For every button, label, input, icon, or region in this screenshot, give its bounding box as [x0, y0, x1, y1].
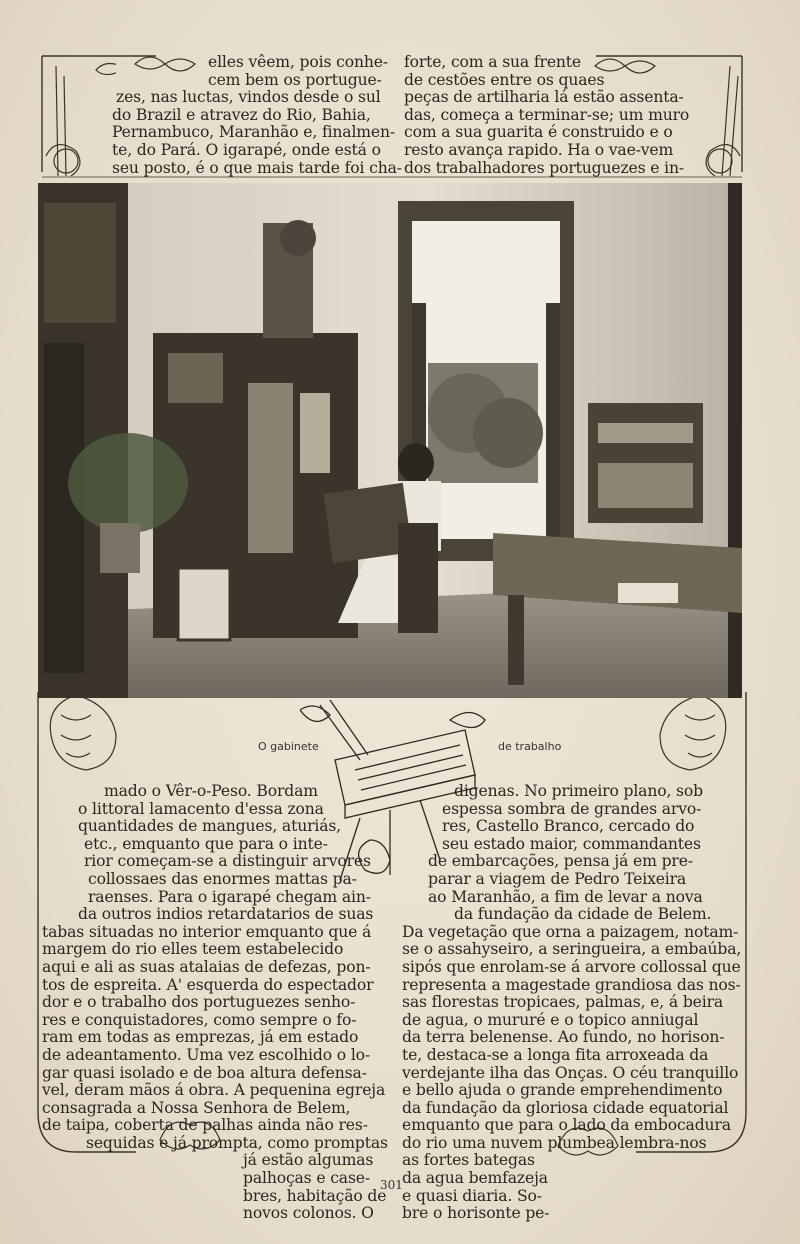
text-line: te, do Pará. O igarapé, onde está o — [112, 140, 381, 159]
text-line: da agua bemfazeja — [402, 1169, 548, 1188]
text-line: resto avança rapido. Ha o vae-vem — [404, 140, 674, 159]
text-line: do rio uma nuvem plumbea lembra-nos — [402, 1133, 707, 1152]
text-line: de adeantamento. Uma vez escolhido o lo- — [42, 1045, 371, 1064]
text-line: se o assahyseiro, a seringueira, a embaúba, — [402, 940, 742, 959]
text-line: margem do rio elles teem estabelecido — [42, 940, 344, 959]
photo-illustration — [38, 183, 742, 698]
text-line: sas florestas tropicaes, palmas, e, á beira — [402, 993, 724, 1012]
top-right-column — [404, 53, 690, 177]
text-line: peças de artilharia lá estão assenta- — [404, 88, 684, 107]
text-line: elles vêem, pois conhe- — [208, 53, 388, 71]
text-line: de cestões entre os quaes — [404, 70, 605, 89]
text-line: rior começam-se a distinguir arvores — [84, 852, 371, 871]
text-line: emquanto que para o lado da embocadura — [402, 1116, 731, 1135]
text-line: res e conquistadores, como sempre o fo- — [42, 1010, 357, 1029]
text-line: palhoças e case- — [243, 1169, 371, 1188]
text-line: espessa sombra de grandes arvo- — [442, 799, 702, 818]
text-line: ao Maranhão, a fim de levar a nova — [428, 887, 703, 906]
text-line: verdejante ilha das Onças. O céu tranquillo — [402, 1063, 739, 1082]
top-right-floral-ornament — [680, 56, 750, 181]
text-line: da outros indios retardatarios de suas — [78, 905, 374, 924]
text-line: já estão algumas — [243, 1151, 374, 1170]
top-left-column — [112, 53, 402, 177]
text-line: ram em todas as emprezas, já em estado — [42, 1028, 359, 1047]
text-line: te, destaca-se a longa fita arroxeada da — [402, 1045, 709, 1064]
text-line: com a sua guarita é construido e o — [404, 123, 673, 142]
text-line: seu estado maior, commandantes — [442, 834, 701, 853]
text-line: vel, deram mãos á obra. A pequenina egreja — [42, 1081, 386, 1100]
text-line: mado o Vêr-o-Peso. Bordam — [104, 782, 318, 800]
text-line: dos trabalhadores portuguezes e in- — [404, 158, 684, 177]
text-line: res, Castello Branco, cercado do — [442, 817, 695, 836]
bottom-right-column — [402, 782, 742, 1223]
text-line: bre o horisonte pe- — [402, 1204, 550, 1223]
top-left-floral-ornament — [36, 56, 116, 181]
text-line: e quasi diaria. So- — [402, 1186, 542, 1205]
page-number: 301 — [380, 1178, 403, 1192]
text-line: sipós que enrolam-se á arvore collossal que — [402, 957, 741, 976]
text-line: forte, com a sua frente — [404, 53, 581, 71]
text-line: de embarcações, pensa já em pre- — [428, 852, 693, 871]
text-line: da fundação da cidade de Belem. — [454, 905, 712, 924]
text-line: do Brazil e atravez do Rio, Bahia, — [112, 105, 371, 124]
text-line: de agua, o mururé e o topico anniugal — [402, 1010, 699, 1029]
text-line: de taipa, coberta de palhas ainda não res- — [42, 1116, 368, 1135]
text-line: collossaes das enormes mattas pa- — [88, 869, 357, 888]
text-line: Pernambuco, Maranhão e, finalmen- — [112, 123, 396, 142]
text-line: etc., emquanto que para o inte- — [84, 834, 328, 853]
bottom-left-column — [42, 782, 388, 1223]
text-line: tos de espreita. A' esquerda do espectador — [42, 975, 374, 994]
text-line: novos colonos. O — [243, 1204, 374, 1223]
text-line: representa a magestade grandiosa das nos- — [402, 975, 741, 994]
text-line: Da vegetação que orna a paizagem, notam- — [402, 922, 739, 941]
text-line: dor e o trabalho dos portuguezes senho- — [42, 993, 356, 1012]
text-line: consagrada a Nossa Senhora de Belem, — [42, 1098, 351, 1117]
text-line: zes, nas luctas, vindos desde o sul — [116, 88, 381, 107]
text-line: da terra belenense. Ao fundo, no horison- — [402, 1028, 725, 1047]
text-line: bres, habitação de — [243, 1186, 387, 1205]
text-line: sequidas e já prompta, como promptas — [86, 1133, 388, 1152]
text-line: seu posto, é o que mais tarde foi cha- — [112, 158, 402, 177]
text-line: da fundação da gloriosa cidade equatorial — [402, 1098, 729, 1117]
text-line: e bello ajuda o grande emprehendimento — [402, 1081, 723, 1100]
text-line: das, começa a terminar-se; um muro — [404, 105, 690, 124]
text-line: o littoral lamacento d'essa zona — [78, 799, 324, 818]
text-line: digenas. No primeiro plano, sob — [454, 782, 703, 800]
text-line: parar a viagem de Pedro Teixeira — [428, 869, 687, 888]
text-line: raenses. Para o igarapé chegam ain- — [88, 887, 371, 906]
text-line: cem bem os portugue- — [208, 70, 382, 89]
text-line: aqui e ali as suas atalaias de defezas, pon- — [42, 957, 371, 976]
study-room-photograph — [38, 183, 742, 698]
text-line: as fortes bategas — [402, 1151, 535, 1170]
caption-right: de trabalho — [498, 740, 562, 753]
caption-left: O gabinete — [258, 740, 319, 753]
text-line: quantidades de mangues, aturiás, — [78, 817, 342, 836]
text-line: gar quasi isolado e de boa altura defensa- — [42, 1063, 367, 1082]
text-line: tabas situadas no interior emquanto que á — [42, 922, 372, 941]
